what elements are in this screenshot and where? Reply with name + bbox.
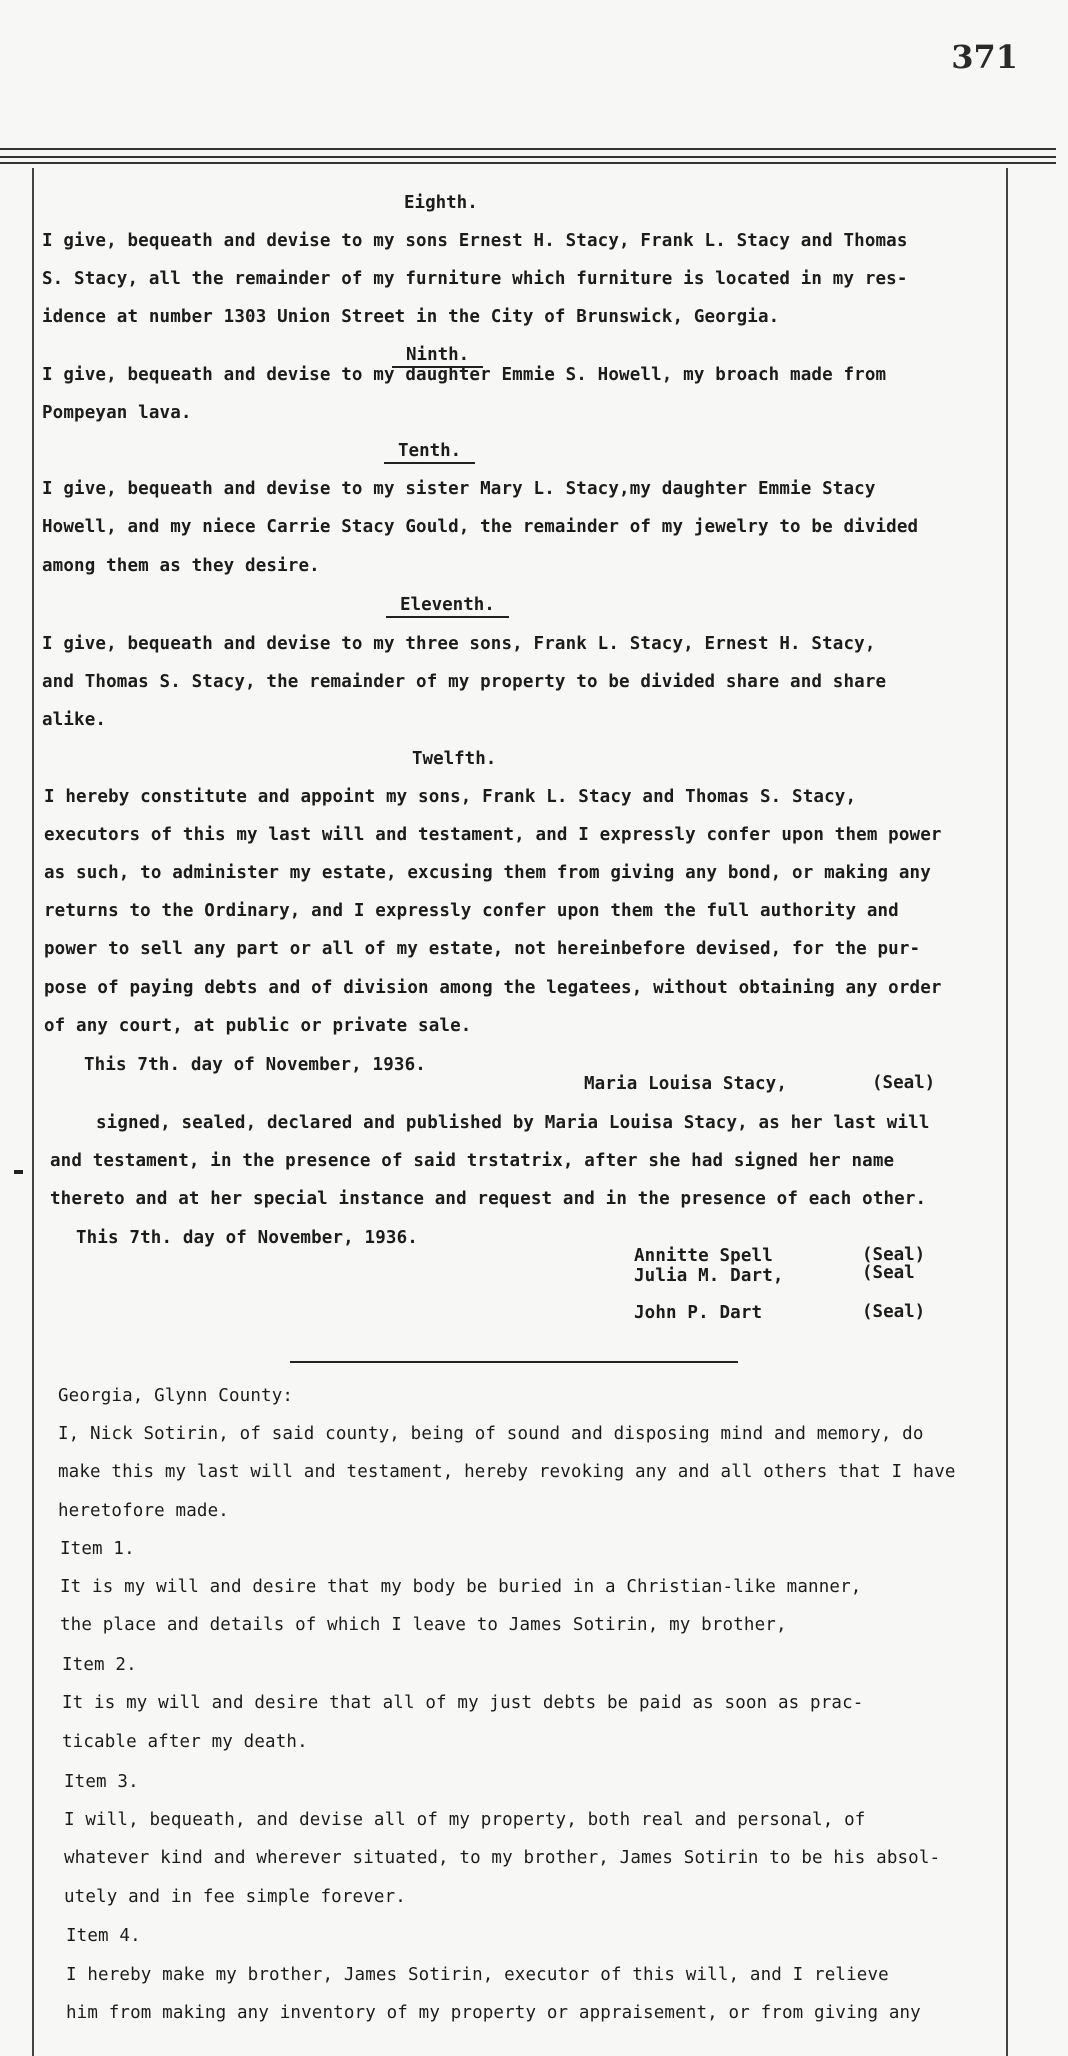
witness-name: John P. Dart [634, 1303, 763, 1323]
ninth-line: Pompeyan lava. [42, 403, 192, 423]
twelfth-line: pose of paying debts and of division among the legatees, without obtaining any order [44, 978, 942, 998]
item-line: utely and in fee simple forever. [64, 1887, 406, 1907]
twelfth-line: returns to the Ordinary, and I expressly confer upon them the full authority and [44, 901, 899, 921]
top-rule-third [0, 162, 1056, 164]
twelfth-line: as such, to administer my estate, excusing them from giving any bond, or making any [44, 863, 931, 883]
intro-line: heretofore made. [58, 1501, 229, 1521]
heading-tenth-text: Tenth. [384, 441, 475, 464]
top-rule [0, 148, 1056, 150]
heading-eleventh-text: Eleventh. [386, 595, 509, 618]
section-divider [290, 1361, 738, 1363]
item-label: Item 3. [64, 1772, 139, 1792]
page-number: 371 [951, 38, 1018, 76]
testator-seal: (Seal) [872, 1073, 936, 1093]
item-line: him from making any inventory of my property or appraisement, or from giving any [66, 2003, 921, 2023]
heading-twelfth: Twelfth. [412, 749, 497, 769]
tenth-line: among them as they desire. [42, 556, 320, 576]
frame-right-border [1006, 168, 1008, 2056]
intro-line: make this my last will and testament, hereby revoking any and all others that I have [58, 1462, 956, 1482]
attestation-line: signed, sealed, declared and published by Maria Louisa Stacy, as her last will [96, 1113, 930, 1133]
heading-eighth: Eighth. [404, 193, 478, 213]
witness-seal: (Seal) [862, 1302, 926, 1322]
eighth-line: S. Stacy, all the remainder of my furniture which furniture is located in my res- [42, 269, 908, 289]
twelfth-line: I hereby constitute and appoint my sons, Frank L. Stacy and Thomas S. Stacy, [44, 787, 857, 807]
item-line: I will, bequeath, and devise all of my property, both real and personal, of [64, 1810, 866, 1830]
margin-mark [14, 1170, 23, 1174]
witness-name: Annitte Spell [634, 1246, 773, 1266]
heading-tenth [384, 440, 475, 462]
item-line: ticable after my death. [62, 1732, 308, 1752]
attestation-line: and testament, in the presence of said trstatrix, after she had signed her name [50, 1151, 895, 1171]
item-label: Item 2. [62, 1655, 137, 1675]
attestation-line: thereto and at her special instance and request and in the presence of each other. [50, 1189, 927, 1209]
eighth-line: I give, bequeath and devise to my sons Ernest H. Stacy, Frank L. Stacy and Thomas [42, 231, 908, 251]
twelfth-line: power to sell any part or all of my estate, not hereinbefore devised, for the pur- [44, 939, 921, 959]
item-line: It is my will and desire that my body be buried in a Christian-like manner, [60, 1577, 862, 1597]
item-line: I hereby make my brother, James Sotirin, executor of this will, and I relieve [66, 1965, 889, 1985]
witness-name: Julia M. Dart, [634, 1266, 784, 1286]
testator-signature: Maria Louisa Stacy, [584, 1074, 788, 1094]
item-label: Item 1. [60, 1539, 135, 1559]
item-line: the place and details of which I leave to James Sotirin, my brother, [60, 1615, 787, 1635]
eighth-line: idence at number 1303 Union Street in the City of Brunswick, Georgia. [42, 307, 780, 327]
eleventh-line: alike. [42, 710, 107, 730]
heading-eleventh [386, 594, 509, 616]
tenth-line: Howell, and my niece Carrie Stacy Gould, the remainder of my jewelry to be divided [42, 517, 919, 537]
ninth-line: I give, bequeath and devise to my daughter Emmie S. Howell, my broach made from [42, 365, 887, 385]
top-rule-second [0, 156, 1056, 158]
item-label: Item 4. [66, 1926, 141, 1946]
attestation-date-line: This 7th. day of November, 1936. [76, 1228, 418, 1248]
eleventh-line: and Thomas S. Stacy, the remainder of my property to be divided share and share [42, 672, 887, 692]
venue-line: Georgia, Glynn County: [58, 1386, 294, 1406]
twelfth-line: executors of this my last will and testament, and I expressly confer upon them power [44, 825, 942, 845]
item-line: It is my will and desire that all of my just debts be paid as soon as prac- [62, 1693, 864, 1713]
heading-ninth-text: Ninth. [392, 345, 483, 368]
frame-left-border [32, 168, 34, 2056]
witness-seal: (Seal) [862, 1245, 926, 1265]
testator-date-line: This 7th. day of November, 1936. [84, 1055, 426, 1075]
intro-line: I, Nick Sotirin, of said county, being of sound and disposing mind and memory, do [58, 1424, 924, 1444]
witness-seal: (Seal [862, 1263, 915, 1283]
eleventh-line: I give, bequeath and devise to my three sons, Frank L. Stacy, Ernest H. Stacy, [42, 634, 876, 654]
twelfth-line: of any court, at public or private sale. [44, 1016, 472, 1036]
heading-ninth [392, 344, 483, 366]
item-line: whatever kind and wherever situated, to my brother, James Sotirin to be his absol- [64, 1848, 941, 1868]
tenth-line: I give, bequeath and devise to my sister Mary L. Stacy,my daughter Emmie Stacy [42, 479, 876, 499]
